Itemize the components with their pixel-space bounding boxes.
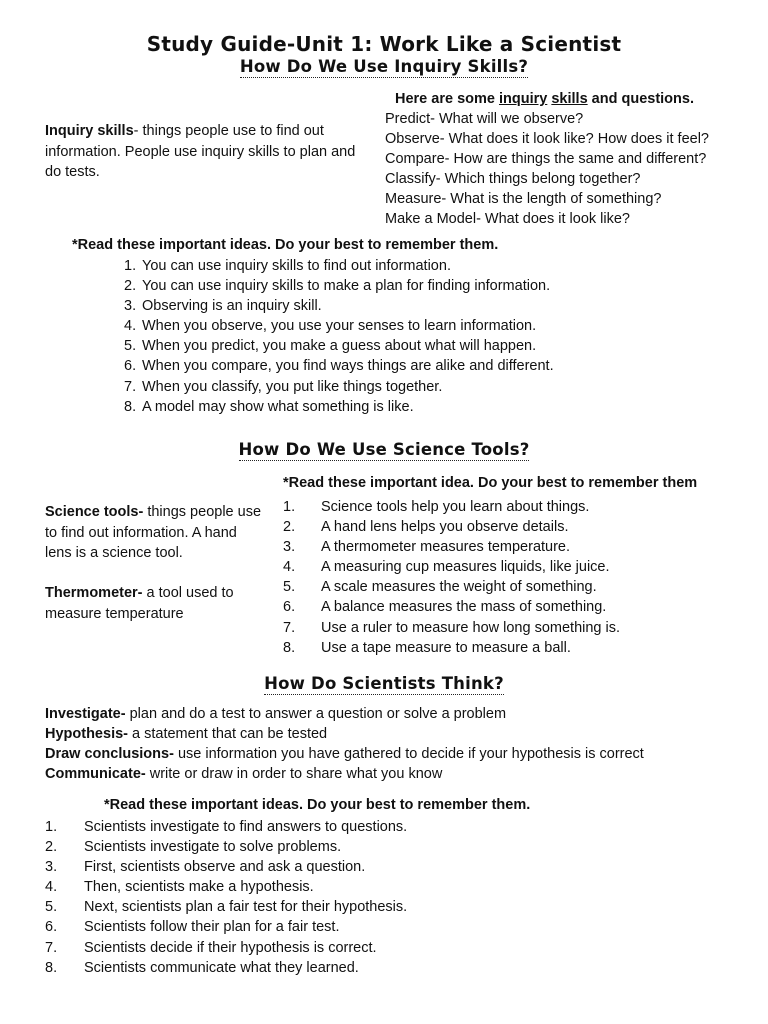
item-number: 2. xyxy=(45,839,58,856)
definition-communicate xyxy=(45,764,644,784)
item-number: 3. xyxy=(283,539,296,556)
list-item xyxy=(283,517,620,537)
question-item: Observe- What does it look like? How does it feel? xyxy=(385,131,709,147)
section3-ideas-header: *Read these important ideas. Do your best to remember them. xyxy=(104,797,531,813)
list-item xyxy=(124,256,554,276)
item-text: When you predict, you make a guess about what will happen. xyxy=(142,338,537,355)
item-number: 1. xyxy=(45,819,58,835)
item-text: Then, scientists make a hypothesis. xyxy=(84,879,314,896)
list-item xyxy=(124,336,554,356)
item-text: A measuring cup measures liquids, like juice. xyxy=(321,559,610,576)
item-number: 7. xyxy=(283,619,296,636)
section2-heading xyxy=(0,440,768,459)
item-text: Use a tape measure to measure a ball. xyxy=(321,639,571,656)
questions-header-suffix: and questions. xyxy=(587,91,694,107)
list-item xyxy=(124,276,554,296)
questions-header xyxy=(395,91,694,107)
questions-header-word2: skills xyxy=(551,91,588,107)
section1-ideas-header: *Read these important ideas. Do your best to remember them. xyxy=(72,237,499,253)
definition-term: Hypothesis- xyxy=(45,726,128,742)
inquiry-questions-list xyxy=(385,109,709,229)
item-number: 6. xyxy=(124,358,137,375)
definition-text: use information you have gathered to decide if your hypothesis is correct xyxy=(173,746,644,762)
list-item xyxy=(45,958,407,978)
item-text: You can use inquiry skills to find out information. xyxy=(142,258,451,274)
item-number: 8. xyxy=(45,959,58,976)
item-number: 4. xyxy=(283,559,296,576)
section1-ideas-list xyxy=(124,256,554,417)
list-item xyxy=(45,837,407,857)
definition-text: a statement that can be tested xyxy=(128,726,328,742)
definition-text: write or draw in order to share what you know xyxy=(145,766,443,782)
definition-term: Inquiry skills xyxy=(45,123,134,139)
item-number: 6. xyxy=(45,919,58,936)
question-item: Measure- What is the length of something? xyxy=(385,191,662,207)
list-item xyxy=(45,817,407,837)
item-number: 7. xyxy=(45,939,58,956)
item-text: You can use inquiry skills to make a plan for finding information. xyxy=(142,278,551,295)
list-item xyxy=(283,537,620,557)
definition-hypothesis xyxy=(45,724,644,744)
item-text: Observing is an inquiry skill. xyxy=(142,298,322,315)
item-text: Scientists follow their plan for a fair test. xyxy=(84,919,340,936)
item-number: 1. xyxy=(124,258,137,274)
definition-draw-conclusions xyxy=(45,744,644,764)
item-number: 7. xyxy=(124,378,137,395)
item-text: Scientists communicate what they learned. xyxy=(84,959,359,976)
list-item xyxy=(283,497,620,517)
definition-text: - things people use to find out information. People use inquiry skills to plan and do tests. xyxy=(45,123,356,180)
question-item: Compare- How are things the same and different? xyxy=(385,151,707,167)
item-text: First, scientists observe and ask a question. xyxy=(84,859,366,876)
item-number: 4. xyxy=(45,879,58,896)
definition-text: plan and do a test to answer a question or solve a problem xyxy=(125,706,507,722)
section3-heading-text: How Do Scientists Think? xyxy=(264,674,504,693)
item-text: A model may show what something is like. xyxy=(142,398,414,415)
item-text: Next, scientists plan a fair test for their hypothesis. xyxy=(84,899,408,916)
definition-term: Science tools- xyxy=(45,504,144,520)
section2-ideas-list xyxy=(283,497,620,658)
section1-heading xyxy=(0,57,768,76)
list-item xyxy=(283,557,620,577)
question-item: Classify- Which things belong together? xyxy=(385,171,641,187)
science-tools-definition xyxy=(45,502,267,564)
list-item xyxy=(283,638,620,658)
item-number: 1. xyxy=(283,499,296,515)
definition-investigate xyxy=(45,704,644,724)
list-item xyxy=(45,877,407,897)
section1-heading-text: How Do We Use Inquiry Skills? xyxy=(239,57,529,76)
section2-ideas-header: *Read these important idea. Do your best to remember them xyxy=(283,475,698,491)
list-item xyxy=(124,356,554,376)
item-text: A hand lens helps you observe details. xyxy=(321,519,569,536)
item-number: 8. xyxy=(124,398,137,415)
list-item xyxy=(124,397,554,417)
questions-header-word1: inquiry xyxy=(498,91,548,107)
item-text: When you observe, you use your senses to learn information. xyxy=(142,318,537,335)
item-text: A thermometer measures temperature. xyxy=(321,539,571,556)
definition-term: Thermometer- xyxy=(45,585,143,601)
question-item: Make a Model- What does it look like? xyxy=(385,211,630,227)
item-number: 8. xyxy=(283,639,296,656)
list-item xyxy=(283,597,620,617)
list-item xyxy=(283,577,620,597)
definition-term: Investigate- xyxy=(45,706,126,722)
item-text: Use a ruler to measure how long something is. xyxy=(321,619,621,636)
section3-ideas-list xyxy=(45,817,407,978)
item-text: When you compare, you find ways things are alike and different. xyxy=(142,358,554,375)
section3-definitions xyxy=(45,704,644,784)
item-text: When you classify, you put like things together. xyxy=(142,378,443,395)
list-item xyxy=(45,938,407,958)
section2-heading-text: How Do We Use Science Tools? xyxy=(238,440,530,459)
definition-term: Communicate- xyxy=(45,766,146,782)
list-item xyxy=(283,618,620,638)
item-number: 5. xyxy=(124,338,137,355)
item-number: 3. xyxy=(45,859,58,876)
item-text: Scientists investigate to solve problems. xyxy=(84,839,342,856)
item-number: 4. xyxy=(124,318,137,335)
item-number: 3. xyxy=(124,298,137,315)
definition-term: Draw conclusions- xyxy=(45,746,174,762)
item-number: 6. xyxy=(283,599,296,616)
list-item xyxy=(124,377,554,397)
thermometer-definition xyxy=(45,583,267,624)
list-item xyxy=(45,917,407,937)
item-number: 5. xyxy=(45,899,58,916)
item-number: 5. xyxy=(283,579,296,596)
inquiry-skills-definition xyxy=(45,121,370,183)
item-text: Science tools help you learn about things. xyxy=(321,499,590,515)
questions-header-prefix: Here are some xyxy=(395,91,499,107)
list-item xyxy=(45,857,407,877)
item-text: Scientists decide if their hypothesis is correct. xyxy=(84,939,377,956)
item-text: Scientists investigate to find answers to questions. xyxy=(84,819,408,835)
list-item xyxy=(124,296,554,316)
definition-text: a tool used to measure temperature xyxy=(45,585,234,622)
item-number: 2. xyxy=(124,278,137,295)
list-item xyxy=(124,316,554,336)
item-number: 2. xyxy=(283,519,296,536)
section3-heading xyxy=(0,674,768,693)
item-text: A scale measures the weight of something. xyxy=(321,579,597,596)
question-item: Predict- What will we observe? xyxy=(385,111,584,127)
item-text: A balance measures the mass of something. xyxy=(321,599,607,616)
page-title: Study Guide-Unit 1: Work Like a Scientist xyxy=(146,32,622,56)
definition-text: things people use to find out information. A hand lens is a science tool. xyxy=(45,504,262,561)
list-item xyxy=(45,897,407,917)
